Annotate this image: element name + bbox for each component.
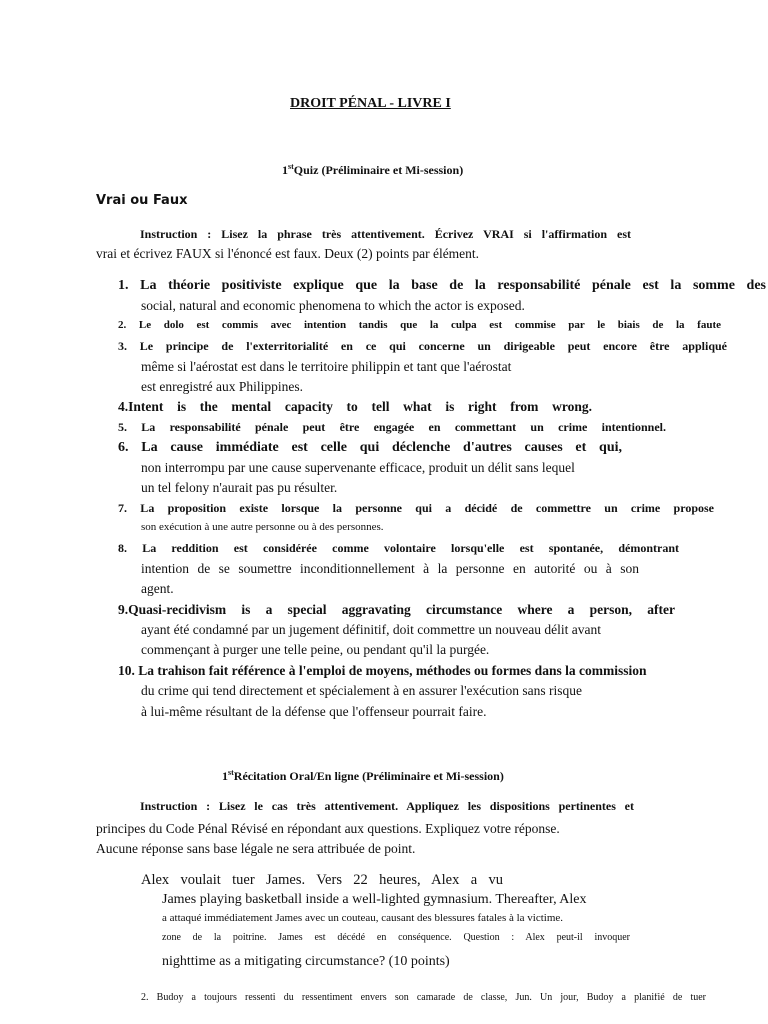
quiz-item-3-line-2: même si l'aérostat est dans le territoire philippin et tant que l'aérostat — [141, 359, 512, 374]
document-title: DROIT PÉNAL - LIVRE I — [290, 96, 451, 111]
quiz-heading-sup: st — [288, 162, 294, 171]
quiz-item-4-line-1: 4.Intent is the mental capacity to tell what is right from wrong. — [118, 400, 592, 414]
quiz-heading-num: 1 — [282, 163, 288, 177]
quiz-item-3-line-3: est enregistré aux Philippines. — [141, 379, 303, 394]
recitation-heading-num: 1 — [222, 769, 228, 783]
quiz-item-6-line-2: non interrompu par une cause supervenante efficace, produit un délit sans lequel — [141, 460, 575, 475]
quiz-item-9-line-2: ayant été condamné par un jugement définitif, doit commettre un nouveau délit avant — [141, 622, 601, 637]
recitation-instruction-line2: principes du Code Pénal Révisé en répondant aux questions. Expliquez votre réponse. — [96, 821, 560, 836]
quiz-instruction-line2: vrai et écrivez FAUX si l'énoncé est faux. Deux (2) points par élément. — [96, 246, 480, 261]
section-title: Vrai ou Faux — [96, 193, 188, 208]
case1-line-2: James playing basketball inside a well-lighted gymnasium. Thereafter, Alex — [162, 892, 587, 907]
quiz-item-5-line-1: 5. La responsabilité pénale peut être engagée en commettant un crime intentionnel. — [118, 421, 666, 434]
quiz-heading — [282, 163, 463, 176]
quiz-item-2-line-1: 2. Le dolo est commis avec intention tandis que la culpa est commise par le biais de la faute — [118, 320, 721, 331]
quiz-instruction-line1: Instruction : Lisez la phrase très attentivement. Écrivez VRAI si l'affirmation est — [140, 228, 631, 241]
quiz-item-10-line-2: du crime qui tend directement et spécialement à en assurer l'exécution sans risque — [141, 683, 583, 698]
quiz-item-7-line-2: son exécution à une autre personne ou à des personnes. — [141, 521, 384, 533]
quiz-item-10-line-3: à lui-même résultant de la défense que l'offenseur pourrait faire. — [141, 704, 487, 719]
recitation-heading-text: Récitation Oral/En ligne (Préliminaire et Mi-session) — [233, 769, 504, 783]
case1-line-4: zone de la poitrine. James est décédé en conséquence. Question : Alex peut-il invoquer — [162, 933, 630, 943]
quiz-heading-text: Quiz (Préliminaire et Mi-session) — [293, 163, 464, 177]
quiz-item-3-line-1: 3. Le principe de l'exterritorialité en ce qui concerne un dirigeable peut encore être appliqué — [118, 340, 727, 353]
quiz-item-10-line-1: 10. La trahison fait référence à l'emploi de moyens, méthodes ou formes dans la commission — [118, 663, 647, 678]
quiz-item-1-line-1: 1. La théorie positiviste explique que la base de la responsabilité pénale est la somme des — [118, 279, 766, 293]
quiz-item-6-line-3: un tel felony n'aurait pas pu résulter. — [141, 480, 338, 495]
quiz-item-1-line-2: social, natural and economic phenomena to which the actor is exposed. — [141, 298, 525, 313]
quiz-item-8-line-3: agent. — [141, 581, 174, 596]
case1-line-3: a attaqué immédiatement James avec un couteau, causant des blessures fatales à la victime. — [162, 912, 564, 924]
quiz-item-9-line-1: 9.Quasi-recidivism is a special aggravating circumstance where a person, after — [118, 603, 675, 617]
quiz-item-7-line-1: 7. La proposition existe lorsque la personne qui a décidé de commettre un crime propose — [118, 502, 714, 515]
recitation-heading — [222, 769, 504, 782]
recitation-heading-sup: st — [228, 768, 234, 777]
case2-line-1: 2. Budoy a toujours ressenti du ressentiment envers son camarade de classe, Jun. Un jour, Budoy a planifié de tuer — [141, 993, 706, 1003]
recitation-instruction-line3: Aucune réponse sans base légale ne sera attribuée de point. — [96, 841, 416, 856]
case1-line-5: nighttime as a mitigating circumstance? (10 points) — [162, 954, 450, 969]
quiz-item-9-line-3: commençant à purger une telle peine, ou pendant qu'il la purgée. — [141, 642, 490, 657]
case1-line-1: Alex voulait tuer James. Vers 22 heures, Alex a vu — [141, 873, 503, 888]
recitation-instruction-line1: Instruction : Lisez le cas très attentivement. Appliquez les dispositions pertinentes et — [140, 800, 634, 813]
quiz-item-6-line-1: 6. La cause immédiate est celle qui déclenche d'autres causes et qui, — [118, 441, 622, 455]
quiz-item-8-line-2: intention de se soumettre inconditionnellement à la personne en autorité ou à son — [141, 562, 639, 576]
quiz-item-8-line-1: 8. La reddition est considérée comme volontaire lorsqu'elle est spontanée, démontrant — [118, 542, 679, 555]
